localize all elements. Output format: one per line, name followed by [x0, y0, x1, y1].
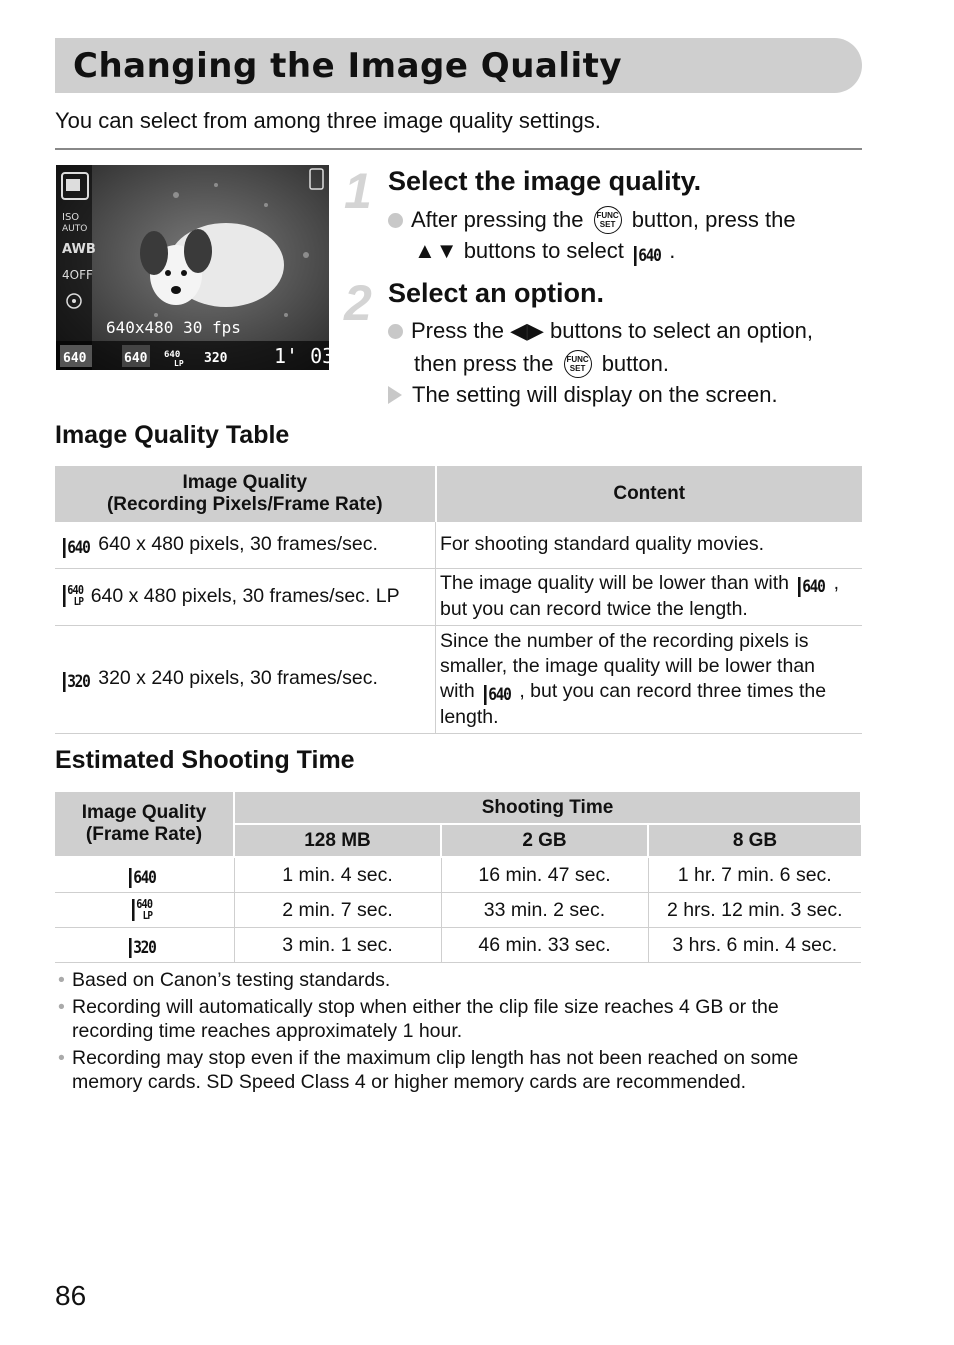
table-cell: 46 min. 33 sec.: [441, 928, 648, 963]
quality-640-icon: 640: [634, 246, 661, 266]
step-1-number: 1: [344, 163, 372, 219]
quality-640-lp-icon: 640 LP: [132, 899, 152, 921]
quality-640-icon: 640: [63, 538, 90, 558]
table-header: Image Quality (Recording Pixels/Frame Rate): [55, 466, 436, 522]
table-row: [55, 857, 861, 893]
table-cell: The image quality will be lower than with 640 , but you can record twice the length.: [436, 568, 863, 625]
table-row: [55, 568, 862, 625]
table-cell: 16 min. 47 sec.: [441, 857, 648, 893]
note-item: • Recording will automatically stop when either the clip file size reaches 4 GB or the recording time reaches approximately 1 hour.: [58, 995, 858, 1044]
svg-text:640: 640: [63, 351, 87, 366]
table-cell: 1 min. 4 sec.: [234, 857, 441, 893]
table-cell: 320 320 x 240 pixels, 30 frames/sec.: [55, 625, 436, 733]
intro-text: You can select from among three image quality settings.: [55, 108, 601, 133]
divider: [55, 148, 862, 150]
step-2-title: Select an option.: [388, 278, 605, 308]
svg-text:ISO: ISO: [62, 212, 80, 223]
quality-table: [55, 466, 862, 734]
note-item: • Based on Canon’s testing standards.: [58, 968, 858, 993]
table-header-row: [55, 466, 862, 522]
table-cell: [55, 857, 234, 893]
table-cell: For shooting standard quality movies.: [436, 522, 863, 568]
quality-640-lp-icon: 640 LP: [63, 585, 83, 607]
table-cell: 2 min. 7 sec.: [234, 893, 441, 928]
table-header: Image Quality (Frame Rate): [55, 792, 234, 857]
table-header: Shooting Time: [234, 792, 861, 824]
table-header: 8 GB: [648, 824, 861, 857]
svg-text:AUTO: AUTO: [62, 224, 88, 234]
table-row: [55, 522, 862, 568]
step-2-number: 2: [344, 275, 372, 331]
table-cell: 640 LP 640 x 480 pixels, 30 frames/sec. LP: [55, 568, 436, 625]
step-2-line-1: Press the ◀▶ buttons to select an option,: [388, 318, 813, 344]
table-cell: [55, 893, 234, 928]
bullet-icon: [388, 324, 403, 339]
quality-table-heading: Image Quality Table: [55, 421, 290, 449]
title-bar: [55, 38, 862, 93]
svg-text:AWB: AWB: [62, 242, 96, 257]
svg-text:4OFF: 4OFF: [62, 268, 93, 282]
table-cell: 2 hrs. 12 min. 3 sec.: [648, 893, 861, 928]
time-table-heading: Estimated Shooting Time: [55, 746, 355, 774]
left-right-arrows-icon: ◀▶: [510, 318, 544, 343]
table-cell: [55, 928, 234, 963]
table-header-row: [55, 792, 861, 824]
step-1-title: Select the image quality.: [388, 166, 702, 196]
page-number: 86: [55, 1280, 87, 1311]
note-item: • Recording may stop even if the maximum clip length has not been reached on some memory cards. SD Speed Class 4 or higher memory cards are recommended.: [58, 1046, 858, 1095]
quality-640-icon: 640: [798, 577, 825, 597]
step-2-result: The setting will display on the screen.: [388, 382, 778, 408]
page-title: Changing the Image Quality: [73, 46, 623, 86]
svg-text:640: 640: [124, 351, 148, 366]
svg-text:320: 320: [204, 351, 228, 366]
table-header: 128 MB: [234, 824, 441, 857]
quality-640-icon: 640: [129, 868, 156, 888]
step-2-line-2: then press the FUNC SET button.: [414, 351, 669, 376]
quality-320-icon: 320: [63, 672, 90, 692]
shooting-time-table: [55, 792, 862, 963]
table-cell: 640 640 x 480 pixels, 30 frames/sec.: [55, 522, 436, 568]
table-row: [55, 928, 861, 963]
quality-320-icon: 320: [129, 938, 156, 958]
quality-640-icon: 640: [484, 685, 511, 705]
func-set-button-icon: FUNC SET: [594, 206, 622, 234]
step-1-line-2: ▲▼ buttons to select 640 .: [414, 238, 676, 266]
screen-quality-label: 640x480 30 fps: [106, 318, 241, 337]
camera-screen-image: [56, 165, 347, 370]
table-cell: 3 min. 1 sec.: [234, 928, 441, 963]
table-cell: 1 hr. 7 min. 6 sec.: [648, 857, 861, 893]
table-row: [55, 625, 862, 733]
table-cell: 33 min. 2 sec.: [441, 893, 648, 928]
result-arrow-icon: [388, 386, 402, 404]
svg-text:640: 640: [164, 350, 181, 360]
table-cell: 3 hrs. 6 min. 4 sec.: [648, 928, 861, 963]
notes-list: [58, 968, 858, 1097]
up-down-arrows-icon: ▲▼: [414, 238, 458, 263]
bullet-icon: [388, 213, 403, 228]
table-header: Content: [436, 466, 863, 522]
step-1-line-1: After pressing the FUNC SET button, press the: [388, 206, 796, 234]
screen-time-remaining: 1' 03": [274, 344, 347, 368]
table-row: [55, 893, 861, 928]
func-set-button-icon: FUNC SET: [564, 350, 592, 378]
table-header: 2 GB: [441, 824, 648, 857]
svg-text:LP: LP: [174, 359, 184, 368]
table-cell: Since the number of the recording pixels is smaller, the image quality will be lower than with 640 , but you can record three times the length.: [436, 625, 863, 733]
